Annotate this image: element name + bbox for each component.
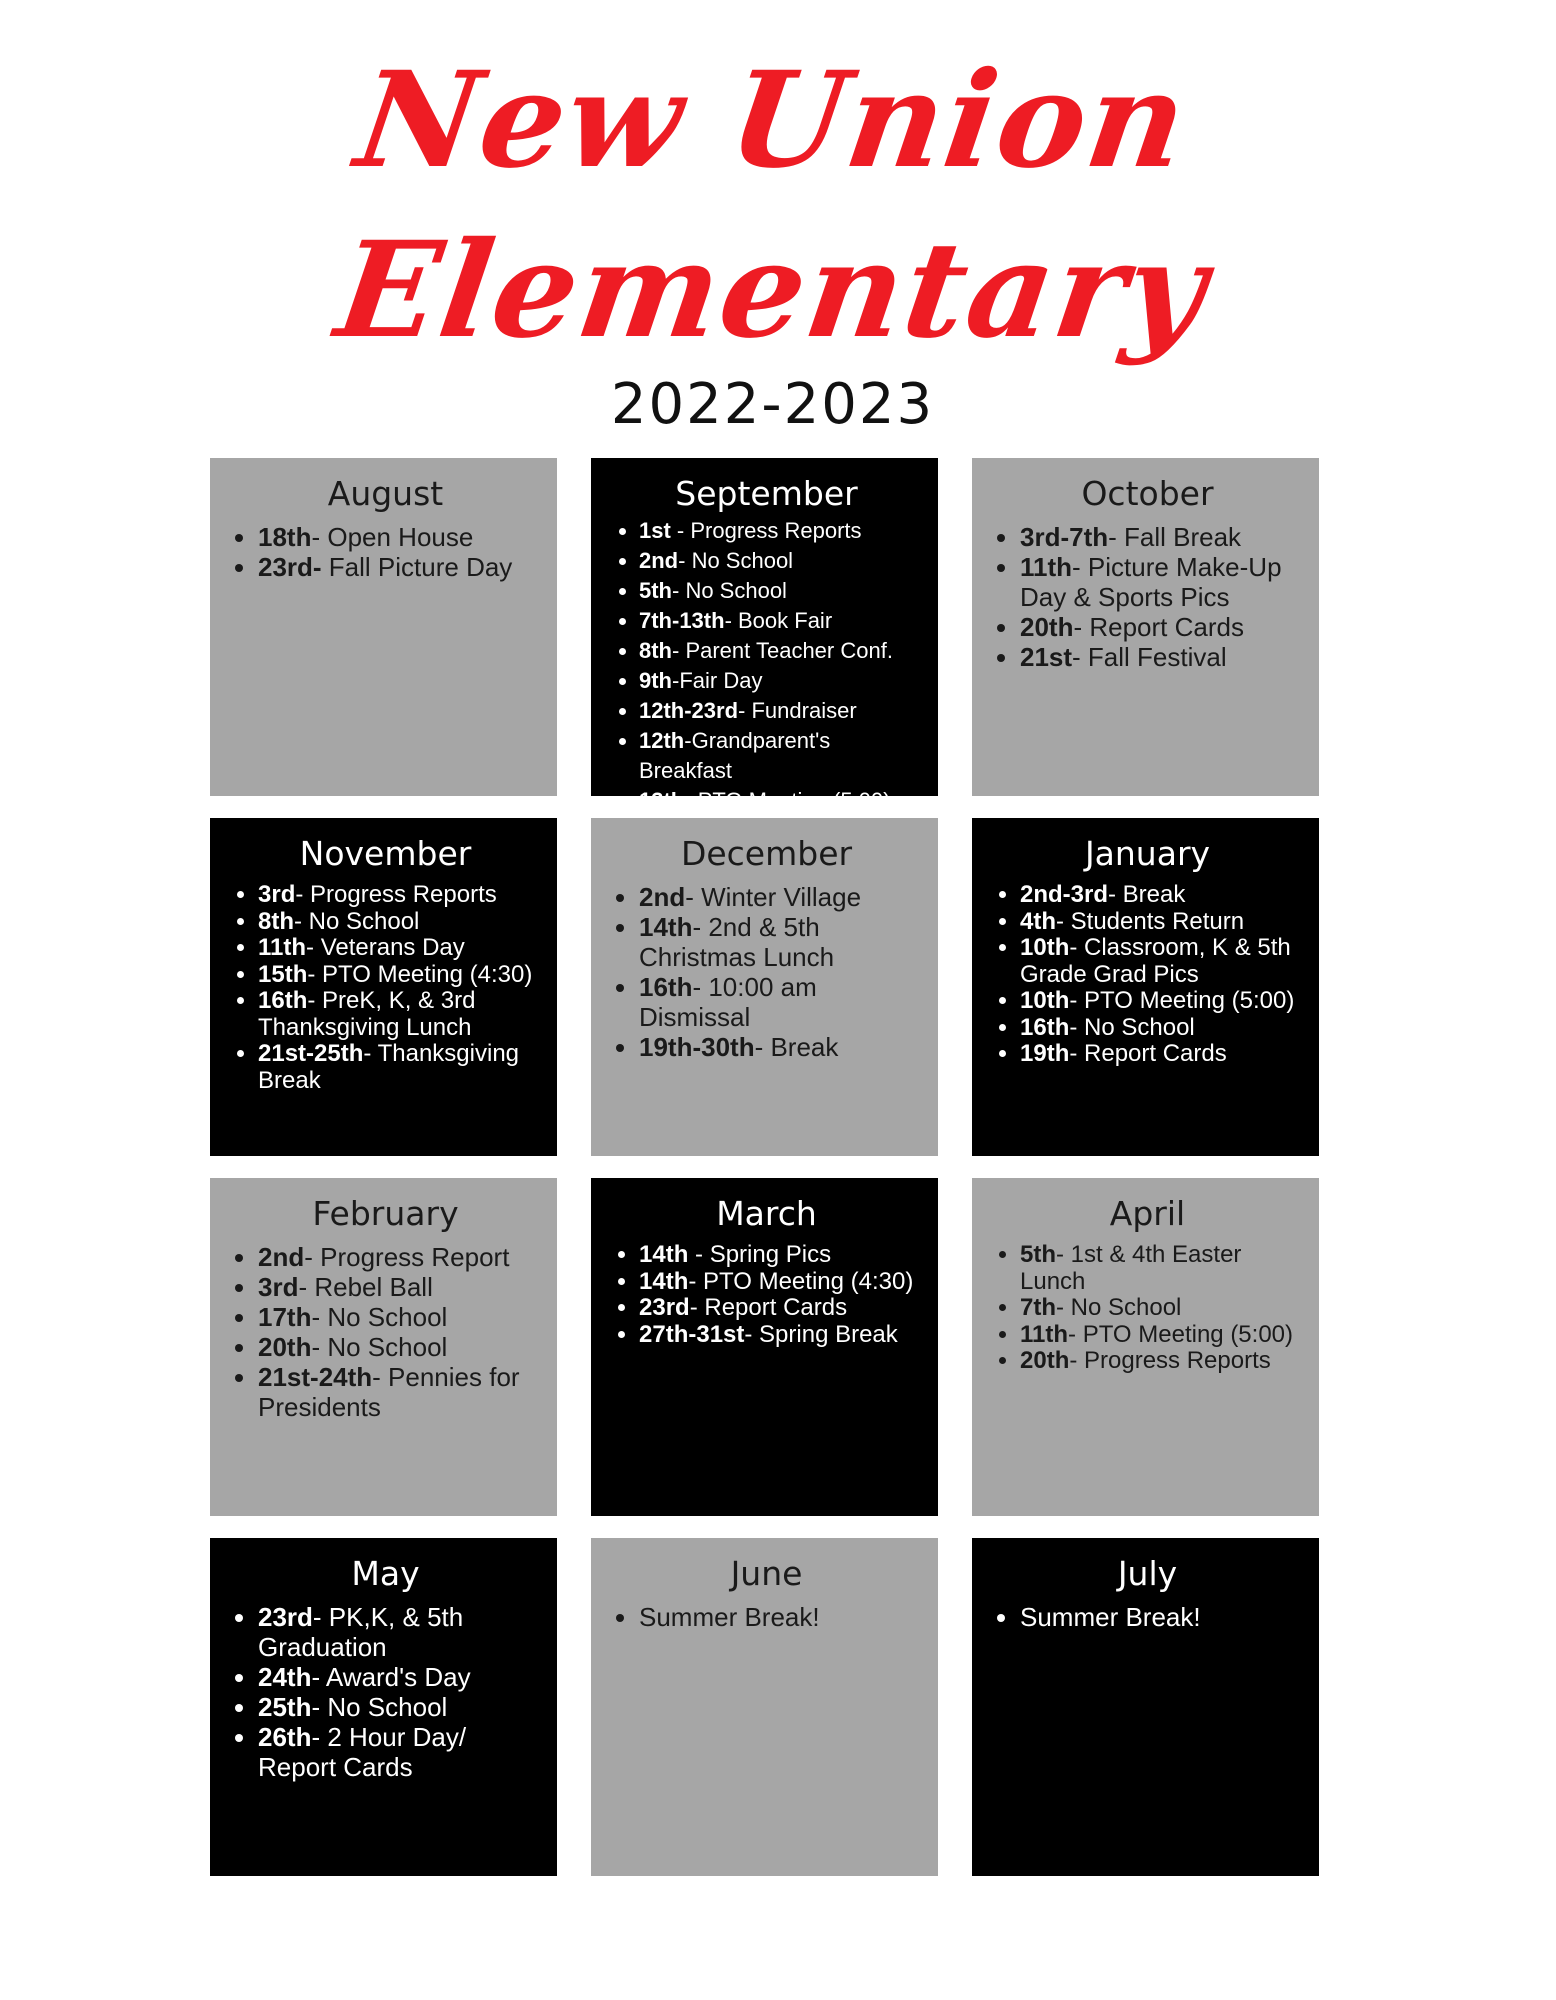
event-description: - Classroom, K & 5th Grade Grad Pics [1020, 934, 1291, 988]
event-description: - Break [754, 1032, 839, 1063]
event-date: 27th-31st [639, 1320, 745, 1348]
event-list [605, 882, 928, 1062]
event-item [639, 972, 928, 1032]
event-date: 2nd-3rd [1020, 881, 1109, 909]
event-list [224, 1242, 547, 1422]
event-description: - Progress Reports [670, 518, 862, 544]
month-card-august [210, 458, 557, 796]
event-date: 8th [639, 638, 672, 664]
event-item [258, 962, 547, 989]
month-title: May [351, 1554, 420, 1593]
event-date: 15th [258, 960, 308, 988]
event-list [605, 1242, 928, 1348]
event-description: - Fall Break [1108, 522, 1242, 553]
event-date: 3rd [258, 881, 296, 909]
event-description: - PK,K, & 5th Graduation [258, 1602, 464, 1663]
event-date: 24th [258, 1662, 312, 1693]
event-item [258, 522, 547, 552]
event-item [1020, 1041, 1309, 1068]
calendar-grid [210, 458, 1319, 1876]
event-description: Summer Break! [1020, 1602, 1201, 1633]
event-item [639, 1242, 928, 1269]
event-date: 10th [1020, 987, 1070, 1015]
event-item [258, 1332, 547, 1362]
month-card-december [591, 818, 938, 1156]
event-date: 14th [639, 1241, 689, 1269]
month-card-april [972, 1178, 1319, 1516]
event-description: - Report Cards [1073, 612, 1244, 643]
event-date: 11th [1020, 552, 1073, 583]
event-date: 7th [1020, 1294, 1056, 1322]
month-title: November [299, 834, 472, 873]
event-date: 10th [1020, 934, 1070, 962]
event-description: - Fall Festival [1072, 642, 1227, 673]
event-date: 1st [639, 518, 671, 544]
event-description: - PTO Meeting (4:30) [307, 960, 533, 988]
month-title: March [716, 1194, 817, 1233]
event-item [639, 912, 928, 972]
event-date: 12th-23rd [639, 698, 739, 724]
month-title: September [675, 474, 858, 513]
event-description: - No School [1056, 1294, 1182, 1322]
event-item [639, 546, 928, 576]
month-title: July [1117, 1554, 1178, 1593]
event-date: 16th [258, 987, 308, 1015]
event-description: - Award's Day [311, 1662, 471, 1693]
event-date: 11th [258, 934, 307, 962]
event-item [1020, 1015, 1309, 1042]
event-description: - Thanksgiving Break [258, 1040, 520, 1094]
event-item [1020, 522, 1309, 552]
event-item [639, 1032, 928, 1062]
event-list [224, 1602, 547, 1782]
event-description: - Report Cards [1069, 1040, 1227, 1068]
event-description: - Open House [311, 522, 474, 553]
event-date: 3rd [258, 1272, 299, 1303]
event-description: - 10:00 am Dismissal [639, 972, 817, 1033]
month-title: April [1109, 1194, 1186, 1233]
event-list [605, 516, 928, 816]
event-item [639, 606, 928, 636]
month-card-june [591, 1538, 938, 1876]
event-list [986, 1602, 1309, 1632]
event-date: 20th [1020, 612, 1074, 643]
event-item [258, 1302, 547, 1332]
event-date: 20th [1020, 1347, 1070, 1375]
event-description: - PTO Meeting (4:30) [688, 1267, 914, 1295]
event-description: - No School [311, 1332, 448, 1363]
event-list [986, 1242, 1309, 1375]
event-date: 2nd [639, 882, 686, 913]
event-date: 3rd-7th [1020, 522, 1109, 553]
event-description: - Students Return [1056, 907, 1245, 935]
month-card-july [972, 1538, 1319, 1876]
event-description: - 1st & 4th Easter Lunch [1020, 1241, 1242, 1295]
school-year: 2022-2023 [610, 372, 935, 437]
event-item [1020, 988, 1309, 1015]
event-description: - Progress Reports [1069, 1347, 1271, 1375]
event-date: 11th [1020, 1320, 1069, 1348]
event-item [639, 1269, 928, 1296]
event-item [639, 576, 928, 606]
event-description: Fall Picture Day [321, 552, 513, 583]
event-item [1020, 642, 1309, 672]
month-title: October [1081, 474, 1214, 513]
event-list [605, 1602, 928, 1632]
event-date: 20th [258, 1332, 312, 1363]
month-card-february [210, 1178, 557, 1516]
event-item [639, 882, 928, 912]
month-title: August [327, 474, 444, 513]
event-item [258, 1362, 547, 1422]
event-date: 18th [258, 522, 312, 553]
month-card-october [972, 458, 1319, 796]
event-item [258, 1272, 547, 1302]
event-list [986, 882, 1309, 1068]
event-description: - Report Cards [689, 1294, 848, 1322]
event-date: 19th-30th [639, 1032, 755, 1063]
event-date: 14th [639, 912, 693, 943]
month-title: February [312, 1194, 459, 1233]
event-description: - No School [672, 578, 787, 604]
event-description: - Rebel Ball [298, 1272, 433, 1303]
event-date: 19th [1020, 1040, 1070, 1068]
event-description: - No School [678, 548, 794, 574]
event-description: -Fair Day [672, 668, 763, 694]
event-date: 23rd [639, 1294, 690, 1322]
event-item [258, 882, 547, 909]
event-description: - Fundraiser [738, 698, 857, 724]
event-date: 21st-25th [258, 1040, 364, 1068]
event-item [1020, 1242, 1309, 1295]
event-item [639, 636, 928, 666]
event-item [639, 1295, 928, 1322]
event-date: 14th [639, 1267, 689, 1295]
month-card-january [972, 818, 1319, 1156]
event-item [1020, 552, 1309, 612]
event-item [258, 935, 547, 962]
event-item [639, 786, 928, 816]
event-item [1020, 935, 1309, 988]
event-description: - Spring Pics [688, 1241, 832, 1269]
event-date: 9th [639, 668, 672, 694]
event-description: - No School [1069, 1013, 1195, 1041]
month-card-november [210, 818, 557, 1156]
event-item [639, 1322, 928, 1349]
event-description: - Break [1108, 881, 1186, 909]
event-date: 16th [1020, 1013, 1070, 1041]
event-item [258, 988, 547, 1041]
event-date: 21st-24th [258, 1362, 373, 1393]
event-description: - PTO Meeting (5:00) [1069, 987, 1295, 1015]
event-date: 23rd- [258, 552, 322, 583]
event-date: 25th [258, 1692, 312, 1723]
event-description: -Grandparent's Breakfast [639, 728, 831, 784]
event-item [639, 516, 928, 546]
event-date: 5th [1020, 1241, 1056, 1269]
event-description: - PTO Meeting (5:00) [1068, 1320, 1294, 1348]
event-description: - PTO Meeting (5:00) [684, 788, 891, 814]
event-date: 23rd [258, 1602, 313, 1633]
event-item [1020, 1295, 1309, 1322]
month-card-march [591, 1178, 938, 1516]
event-description: - Picture Make-Up Day & Sports Pics [1020, 552, 1282, 613]
event-item [258, 1662, 547, 1692]
event-item [639, 696, 928, 726]
event-date: 12th [639, 728, 685, 754]
event-description: - No School [294, 907, 420, 935]
event-description: - No School [311, 1302, 448, 1333]
event-item [1020, 612, 1309, 642]
event-description: - Progress Report [304, 1242, 510, 1273]
event-description: Summer Break! [639, 1602, 820, 1633]
school-name-line1: New Union [347, 43, 1198, 198]
school-name-line2: Elementary [328, 213, 1218, 368]
event-description: - No School [311, 1692, 448, 1723]
event-item [258, 1602, 547, 1662]
event-description: - Veterans Day [306, 934, 465, 962]
event-date: 8th [258, 907, 294, 935]
event-item [258, 1722, 547, 1782]
event-date: 21st [1020, 642, 1073, 673]
event-description: - Progress Reports [295, 881, 497, 909]
month-card-september [591, 458, 938, 814]
event-item [258, 552, 547, 582]
event-item [639, 726, 928, 786]
month-title: December [680, 834, 853, 873]
event-item [1020, 1348, 1309, 1375]
event-item [258, 909, 547, 936]
event-date: 4th [1020, 907, 1056, 935]
event-item [639, 666, 928, 696]
event-date: 17th [258, 1302, 312, 1333]
event-date: 2nd [258, 1242, 305, 1273]
month-card-may [210, 1538, 557, 1876]
event-date: 7th-13th [639, 608, 725, 634]
event-item [1020, 882, 1309, 909]
event-date: 5th [639, 578, 672, 604]
event-list [224, 882, 547, 1094]
event-description: - Winter Village [685, 882, 862, 913]
event-item [1020, 1602, 1309, 1632]
event-date: 13th [639, 788, 685, 814]
event-description: - 2 Hour Day/ Report Cards [258, 1722, 467, 1783]
event-description: - 2nd & 5th Christmas Lunch [639, 912, 835, 973]
event-item [258, 1041, 547, 1094]
event-list [986, 522, 1309, 672]
event-item [1020, 909, 1309, 936]
month-title: June [730, 1554, 803, 1593]
event-item [639, 1602, 928, 1632]
event-description: - Spring Break [744, 1320, 898, 1348]
event-date: 16th [639, 972, 693, 1003]
event-item [1020, 1322, 1309, 1349]
event-date: 26th [258, 1722, 312, 1753]
event-description: - Pennies for Presidents [258, 1362, 520, 1423]
event-item [258, 1692, 547, 1722]
event-description: - PreK, K, & 3rd Thanksgiving Lunch [258, 987, 476, 1041]
event-item [258, 1242, 547, 1272]
event-description: - Book Fair [724, 608, 833, 634]
event-description: - Parent Teacher Conf. [672, 638, 893, 664]
event-date: 2nd [639, 548, 679, 574]
month-title: January [1084, 834, 1211, 873]
event-list [224, 522, 547, 582]
